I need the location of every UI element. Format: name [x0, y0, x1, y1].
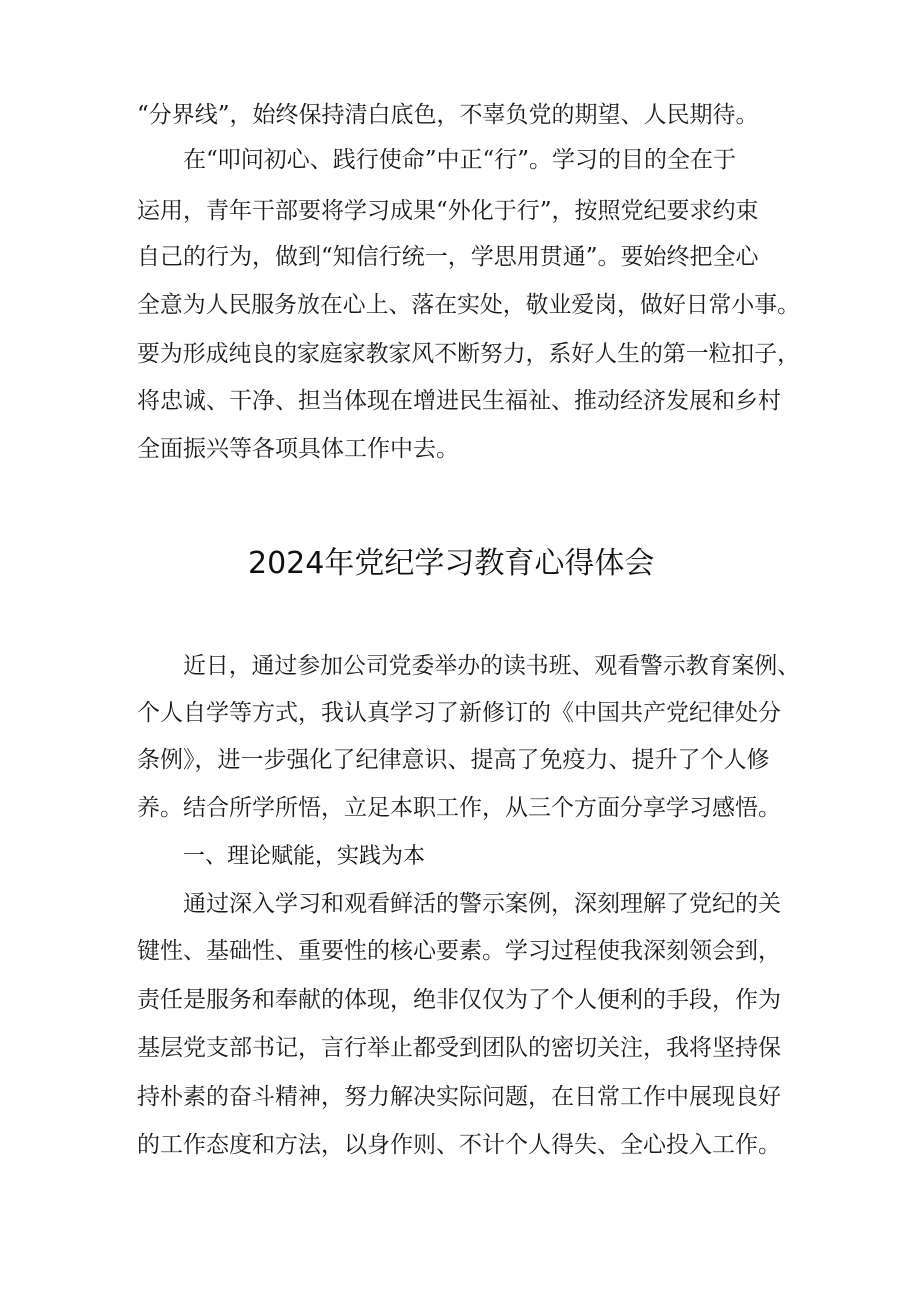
paragraph-line: “分界线”，始终保持清白底色，不辜负党的期望、人民期待。 — [137, 102, 759, 128]
intro-line: 个人自学等方式，我认真学习了新修订的《中国共产党纪律处分 — [137, 700, 781, 726]
paragraph-line: 全意为人民服务放在心上、落在实处，敬业爱岗，做好日常小事。 — [137, 292, 800, 318]
paragraph-line: 要为形成纯良的家庭家教家风不断努力，系好人生的第一粒扣子， — [137, 341, 800, 367]
body-line: 持朴素的奋斗精神，努力解决实际问题，在日常工作中展现良好 — [137, 1084, 781, 1110]
intro-line: 条例》，进一步强化了纪律意识、提高了免疫力、提升了个人修 — [137, 747, 770, 773]
intro-line: 养。结合所学所悟，立足本职工作，从三个方面分享学习感悟。 — [137, 795, 781, 821]
body-line: 责任是服务和奉献的体现，绝非仅仅为了个人便利的手段，作为 — [137, 987, 781, 1013]
body-line: 基层党支部书记，言行举止都受到团队的密切关注，我将坚持保 — [137, 1035, 781, 1061]
paragraph-line: 全面振兴等各项具体工作中去。 — [137, 436, 459, 462]
paragraph-line: 在“叩问初心、践行使命”中正“行”。学习的目的全在于 — [183, 147, 737, 173]
paragraph-line: 将忠诚、干净、担当体现在增进民生福祉、推动经济发展和乡村 — [137, 388, 781, 414]
intro-line: 近日，通过参加公司党委举办的读书班、观看警示教育案例、 — [183, 653, 801, 679]
body-line: 通过深入学习和观看鲜活的警示案例，深刻理解了党纪的关 — [183, 891, 781, 917]
article-title: 2024年党纪学习教育心得体会 — [248, 546, 655, 581]
paragraph-line: 运用，青年干部要将学习成果“外化于行”，按照党纪要求约束 — [137, 198, 759, 224]
body-line: 的工作态度和方法，以身作则、不计个人得失、全心投入工作。 — [137, 1132, 781, 1158]
section-heading: 一、理论赋能，实践为本 — [183, 844, 426, 869]
paragraph-line: 自己的行为，做到“知信行统一，学思用贯通”。要始终把全心 — [137, 244, 759, 270]
body-line: 键性、基础性、重要性的核心要素。学习过程使我深刻领会到， — [137, 938, 781, 964]
